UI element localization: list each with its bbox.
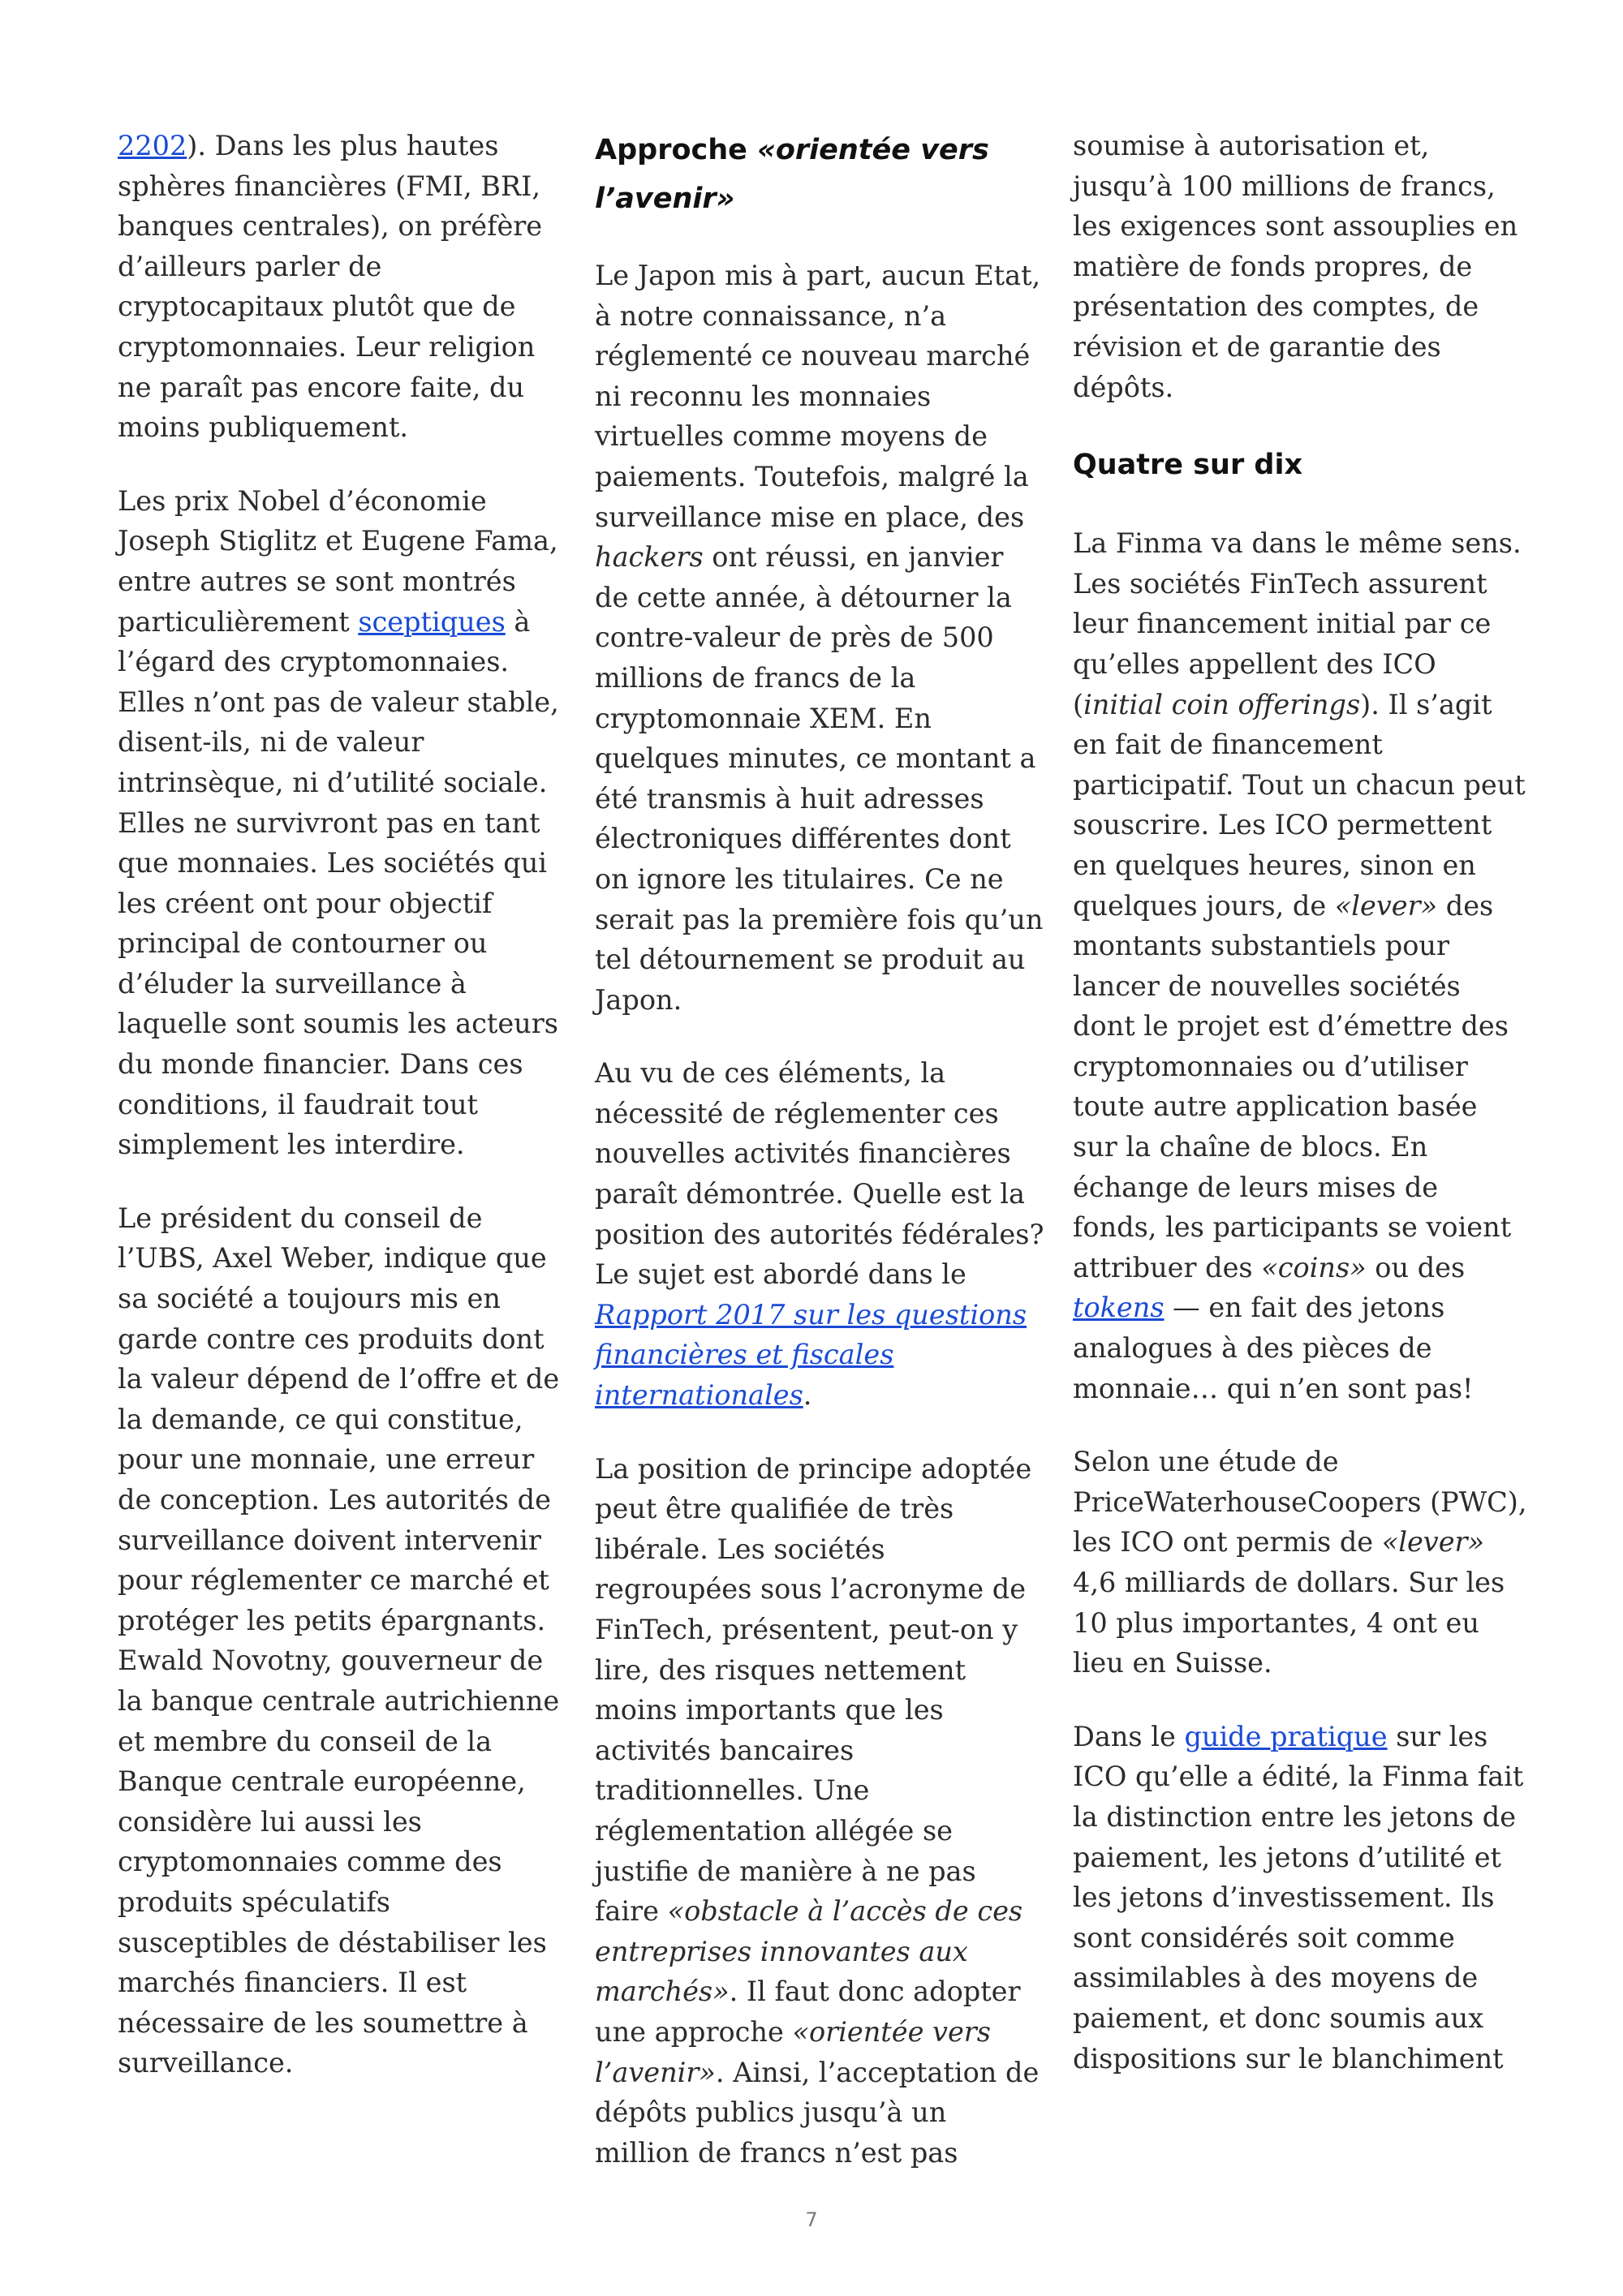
col2-p1-italic: hackers <box>595 541 704 574</box>
link-sceptiques[interactable]: sceptiques <box>358 605 506 638</box>
col1-p1-text: ). Dans les plus hautes sphères financières (FMI, BRI, banques centrales), on préfère d’ailleurs parler de cryptocapitaux plutôt que de cryptomonnaies. Leur religion ne paraît pas encore faite, du moins publiquement. <box>118 130 543 444</box>
link-2202[interactable]: 2202 <box>118 130 187 161</box>
col3-p2-i2: «lever» <box>1334 889 1438 922</box>
col2-p1-before: Le Japon mis à part, aucun Etat, à notre connaissance, n’a réglementé ce nouveau marché ni reconnu les monnaies virtuelles comme moyens de paiements. Toutefois, malgré la surveillance mise en place, des <box>595 260 1041 533</box>
col3-p4-after: sur les ICO qu’elle a édité, la Finma fait la distinction entre les jetons de paiement, les jetons d’utilité et les jetons d’investissement. Ils sont considérés soit comme assimilables à des moyens de paiement, et donc soumis aux dispositions sur le blanchiment <box>1073 1720 1524 2075</box>
col1-paragraph-1 <box>118 126 564 448</box>
col3-p2-i3: «coins» <box>1261 1251 1367 1283</box>
col3-paragraph-4 <box>1073 1717 1527 2079</box>
col3-p3-b: 4,6 milliards de dollars. Sur les 10 plus importantes, 4 ont eu lieu en Suisse. <box>1073 1567 1505 1679</box>
col2-p1-after: ont réussi, en janvier de cette année, à détourner la contre-valeur de près de 500 millions de francs de la cryptomonnaie XEM. En quelques minutes, ce montant a été transmis à huit adresses électroniques différentes dont on ignore les titulaires. Ce ne serait pas la première fois qu’un tel détournement se produit au Japon. <box>595 541 1044 1016</box>
col3-paragraph-3 <box>1073 1442 1527 1683</box>
page-number: 7 <box>805 2208 818 2231</box>
heading-plain: Approche <box>595 134 758 166</box>
col2-p3-after: . Ainsi, l’acceptation de dépôts publics jusqu’à un million de francs n’est pas <box>595 2056 1040 2169</box>
col2-paragraph-1 <box>595 256 1045 1020</box>
col3-paragraph-2 <box>1073 523 1527 1408</box>
col3-p3-a: Selon une étude de PriceWaterhouseCoopers (PWC), les ICO ont permis de <box>1073 1446 1527 1559</box>
col2-paragraph-3 <box>595 1449 1045 2173</box>
link-tokens-text: tokens <box>1073 1292 1165 1324</box>
col2-p2-after: . <box>803 1379 812 1412</box>
column-1 <box>118 126 564 2117</box>
col3-p2-i1: initial coin offerings <box>1083 688 1361 720</box>
section-heading-quatre-sur-dix: Quatre sur dix <box>1073 449 1303 482</box>
col1-paragraph-3: Le président du conseil de l’UBS, Axel Weber, indique que sa société a toujours mis en garde contre ces produits dont la valeur dépend de l’offre et de la demande, ce qui constitue, pour une monnaie, une erreur de conception. Les autorités de surveillance doivent intervenir pour réglementer ce marché et protéger les petits épargnants. Ewald Novotny, gouverneur de la banque centrale autrichienne et membre du conseil de la Banque centrale européenne, considère lui aussi les cryptomonnaies comme des produits spéculatifs susceptibles de déstabiliser les marchés financiers. Il est nécessaire de les soumettre à surveillance. <box>118 1202 560 2079</box>
col1-p2-before: Les prix Nobel d’économie Joseph Stiglitz et Eugene Fama, entre autres se sont montrés particulièrement <box>118 484 558 638</box>
col3-p2-e: — en fait des jetons analogues à des pièces de monnaie… qui n’en sont pas! <box>1073 1292 1474 1404</box>
col1-p2-after: à l’égard des cryptomonnaies. Elles n’ont pas de valeur stable, disent-ils, ni de valeur intrinsèque, ni d’utilité sociale. Elles ne survivront pas en tant que monnaies. Les sociétés qui les créent ont pour objectif principal de contourner ou d’éluder la surveillance à laquelle sont soumis les acteurs du monde financier. Dans ces conditions, il faudrait tout simplement les interdire. <box>118 605 559 1161</box>
col3-p2-d: ou des <box>1366 1251 1466 1283</box>
col3-p2-b: ). Il s’agit en fait de financement participatif. Tout un chacun peut souscrire. Les ICO permettent en quelques heures, sinon en quelques jours, de <box>1073 688 1526 922</box>
col3-p4-before: Dans le <box>1073 1720 1185 1752</box>
column-3 <box>1073 126 1527 2112</box>
col2-p3-italic-2: «orientée vers l’avenir» <box>595 2015 991 2088</box>
col3-p3-i1: «lever» <box>1381 1526 1485 1559</box>
col3-p2-a: La Finma va dans le même sens. Les sociétés FinTech assurent leur financement initial par ce qu’elles appellent des ICO ( <box>1073 527 1522 720</box>
link-guide-pratique[interactable]: guide pratique <box>1184 1720 1388 1752</box>
col2-p3-italic-1: «obstacle à l’accès de ces entreprises innovantes aux marchés» <box>595 1895 1023 2008</box>
col2-p2-before: Au vu de ces éléments, la nécessité de réglementer ces nouvelles activités financières paraît démontrée. Quelle est la position des autorités fédérales? Le sujet est abordé dans le <box>595 1057 1044 1291</box>
link-rapport-2017-text: Rapport 2017 sur les questions financières et fiscales internationales <box>595 1298 1027 1412</box>
col3-p2-c: des montants substantiels pour lancer de nouvelles sociétés dont le projet est d’émettre des cryptomonnaies ou d’utiliser toute autre application basée sur la chaîne de blocs. En échange de leurs mises de fonds, les participants se voient attribuer des <box>1073 889 1512 1283</box>
link-tokens[interactable] <box>1073 1292 1165 1323</box>
section-heading-approche <box>595 126 1045 223</box>
col3-paragraph-1: soumise à autorisation et, jusqu’à 100 millions de francs, les exigences sont assouplies en matière de fonds propres, de présentation des comptes, de révision et de garantie des dépôts. <box>1073 130 1518 403</box>
column-2 <box>595 126 1045 2206</box>
col2-p3-before: La position de principe adoptée peut être qualifiée de très libérale. Les sociétés regroupées sous l’acronyme de FinTech, présentent, peut-on y lire, des risques nettement moins importants que les activités bancaires traditionnelles. Une réglementation allégée se justifie de manière à ne pas faire <box>595 1452 1032 1928</box>
col1-paragraph-2 <box>118 481 564 1165</box>
heading-italic: «orientée vers l’avenir» <box>595 134 989 215</box>
col2-p3-middle: . Il faut donc adopter une approche <box>595 1976 1021 2048</box>
col2-paragraph-2 <box>595 1053 1045 1415</box>
